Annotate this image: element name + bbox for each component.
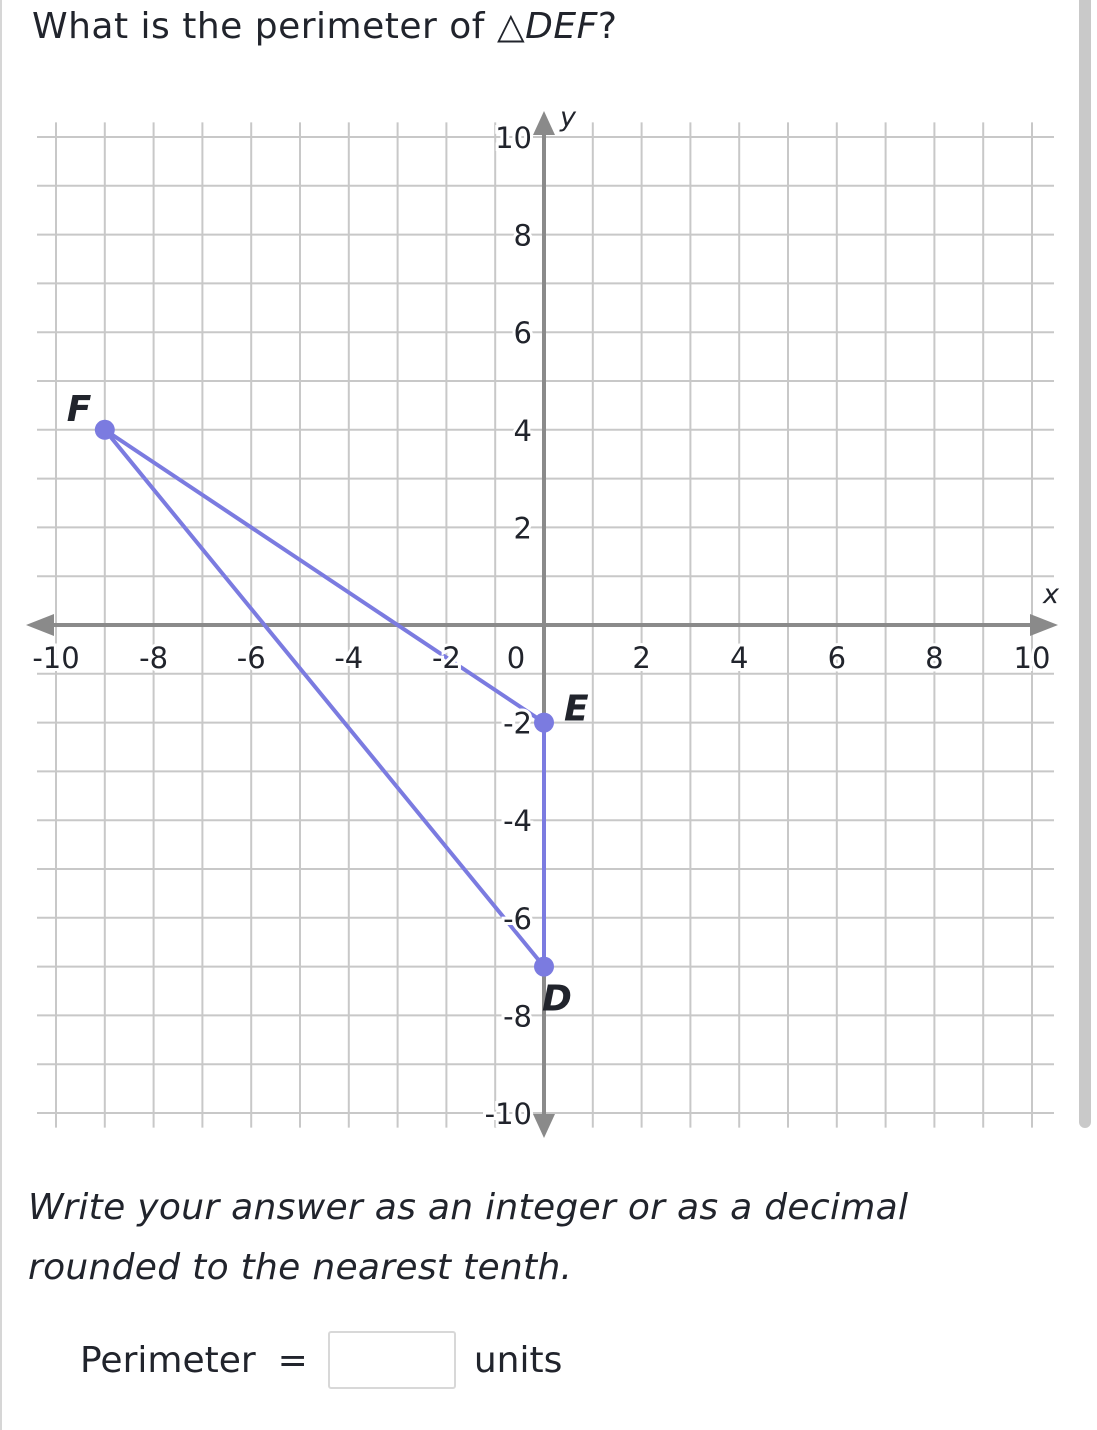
y-tick-label: 10 xyxy=(495,121,532,155)
x-tick-label: -8 xyxy=(139,641,169,675)
x-tick-label: 10 xyxy=(1013,641,1051,675)
perimeter-label: Perimeter xyxy=(80,1339,256,1381)
y-tick-label: -8 xyxy=(503,999,532,1034)
vertex-label-d: D xyxy=(542,978,572,1020)
vertex-label-e: E xyxy=(564,688,589,730)
x-tick-label: 4 xyxy=(729,641,749,675)
vertex-f xyxy=(95,420,115,440)
y-tick-label: 6 xyxy=(513,316,532,351)
instructions-line-1: Write your answer as an integer or as a decimal xyxy=(28,1187,909,1228)
triangle-symbol: △ xyxy=(496,6,526,47)
x-tick-label: 8 xyxy=(925,641,944,675)
x-tick-label: 0 xyxy=(506,641,526,675)
units-label: units xyxy=(473,1339,563,1381)
y-tick-label: 8 xyxy=(513,218,532,253)
y-axis-arrow-down xyxy=(533,1114,555,1138)
side-fd xyxy=(105,430,544,967)
perimeter-input[interactable] xyxy=(328,1331,456,1389)
x-tick-label: 2 xyxy=(632,641,651,675)
y-axis-arrow-up xyxy=(533,111,555,135)
y-tick-label: 2 xyxy=(513,511,532,546)
y-tick-label: 4 xyxy=(513,413,532,448)
triangle-def xyxy=(105,430,544,967)
answer-row xyxy=(80,1328,562,1392)
y-axis-label: y xyxy=(560,102,576,133)
vertex-label-f: F xyxy=(66,388,92,430)
x-tick-label: -2 xyxy=(431,641,461,675)
y-tick-label: -6 xyxy=(503,901,532,936)
x-tick-label: -6 xyxy=(236,641,266,675)
x-axis-label: x xyxy=(1043,579,1059,610)
x-tick-label: -4 xyxy=(334,641,364,675)
x-axis-arrow-right xyxy=(1030,614,1058,636)
question-prefix: What is the perimeter of xyxy=(32,6,497,47)
x-axis-arrow-left xyxy=(26,614,54,636)
question-text xyxy=(32,6,617,47)
y-tick-label: -10 xyxy=(484,1097,532,1131)
triangle-name: DEF xyxy=(525,6,598,47)
x-tick-label: 6 xyxy=(827,641,847,675)
x-tick-label: -10 xyxy=(32,641,80,675)
vertex-e xyxy=(534,713,554,733)
y-tick-label: -2 xyxy=(503,706,532,741)
y-tick-label: -4 xyxy=(503,804,532,839)
instructions-line-2: rounded to the nearest tenth. xyxy=(28,1247,573,1288)
question-suffix: ? xyxy=(597,6,618,47)
answer-instructions xyxy=(28,1178,1078,1298)
equals-sign: = xyxy=(277,1339,308,1381)
vertex-d xyxy=(534,957,554,977)
coordinate-graph xyxy=(0,95,1097,1145)
